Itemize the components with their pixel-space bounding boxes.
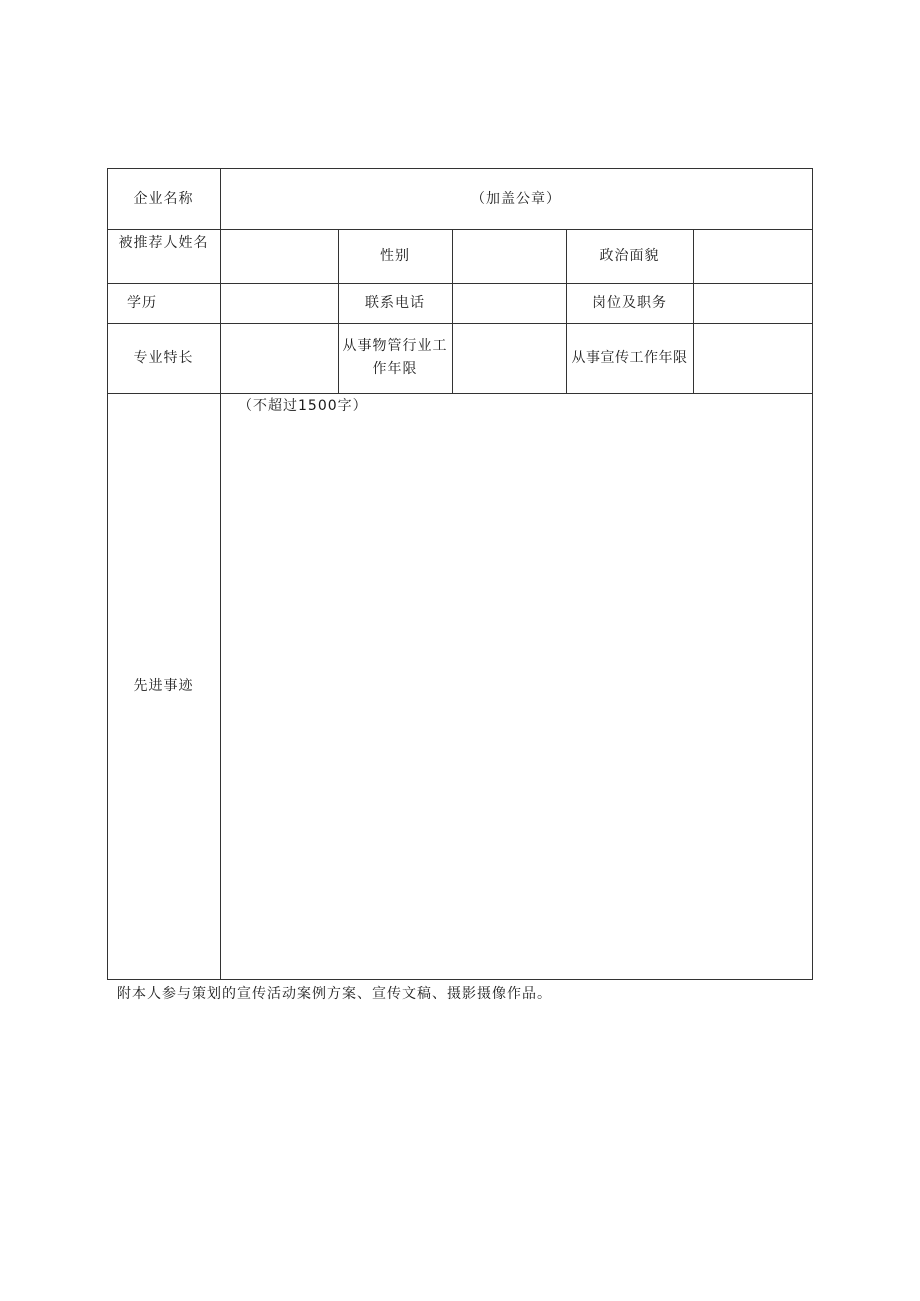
education-label: 学历: [127, 295, 157, 311]
table-border-bottom: [107, 979, 813, 980]
achievements-field[interactable]: [220, 393, 812, 979]
education-field[interactable]: [220, 283, 338, 323]
nominee-name-field[interactable]: [220, 229, 338, 283]
company-name-label: 企业名称: [133, 190, 194, 207]
footnote: 附本人参与策划的宣传活动案例方案、宣传文稿、摄影摄像作品。: [117, 986, 552, 1002]
gender-field[interactable]: [452, 229, 566, 283]
publicity-years-label: 从事宣传工作年限: [571, 350, 688, 366]
political-status-field[interactable]: [693, 229, 812, 283]
industry-years-field[interactable]: [452, 323, 566, 393]
political-status-label: 政治面貌: [599, 248, 660, 264]
achievements-label: 先进事迹: [133, 678, 194, 694]
position-field[interactable]: [693, 283, 812, 323]
company-name-field[interactable]: （加盖公章）: [471, 190, 561, 207]
industry-years-label: 从事物管行业工作年限: [342, 338, 448, 377]
achievements-hint: （不超过1500字）: [238, 398, 368, 414]
publicity-years-field[interactable]: [693, 323, 812, 393]
nominee-name-label: 被推荐人姓名: [118, 235, 209, 251]
specialty-field[interactable]: [220, 323, 338, 393]
table-border-right: [812, 168, 813, 980]
phone-field[interactable]: [452, 283, 566, 323]
specialty-label: 专业特长: [133, 350, 194, 366]
phone-label: 联系电话: [365, 295, 425, 311]
gender-label: 性别: [380, 248, 410, 264]
position-label: 岗位及职务: [592, 295, 667, 311]
